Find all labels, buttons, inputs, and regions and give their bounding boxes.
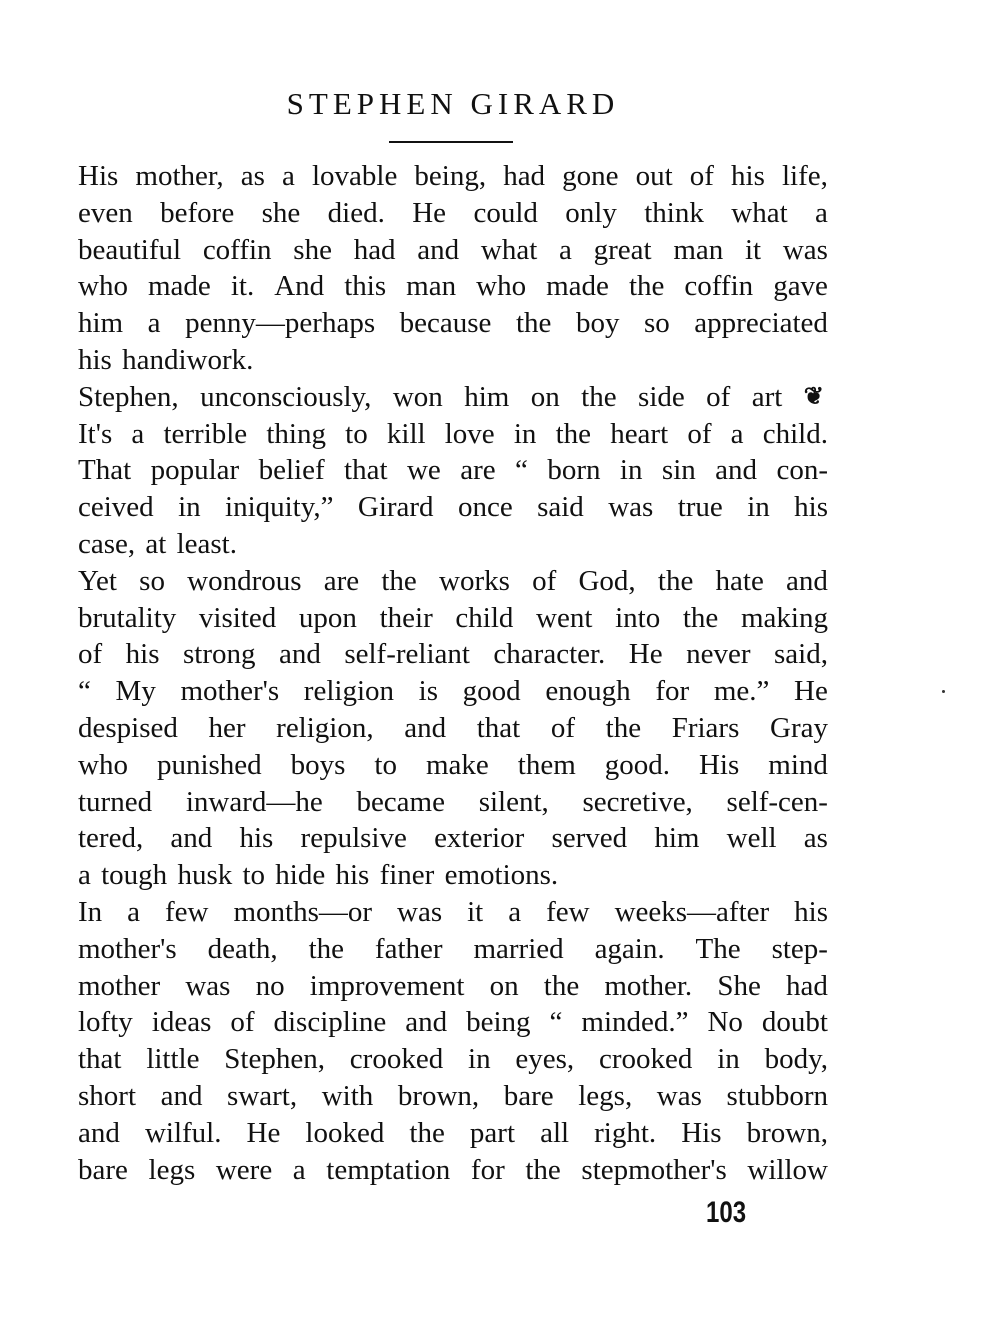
word: That (78, 454, 132, 487)
word: life, (781, 160, 828, 192)
text-line (78, 305, 828, 342)
word: child. (762, 417, 828, 450)
word: and (404, 711, 447, 744)
word: for (655, 675, 690, 708)
word: few (546, 895, 590, 928)
word: a (730, 417, 744, 450)
word: hate (715, 564, 764, 597)
word: that (344, 454, 388, 487)
word: “ (78, 675, 91, 708)
text-line (78, 379, 828, 416)
word: his (239, 822, 274, 855)
word: kill (386, 417, 426, 450)
text-line (78, 857, 828, 894)
word: a (127, 895, 141, 928)
word: a (292, 1153, 306, 1186)
word: bare (503, 1079, 554, 1112)
text-line (78, 820, 828, 857)
page-number: 103 (706, 1196, 747, 1229)
word: the (682, 601, 719, 634)
word: lovable (311, 160, 398, 192)
word: lofty (78, 1006, 133, 1039)
word: his (125, 638, 160, 671)
word: His (681, 1116, 722, 1149)
word: was (656, 1079, 702, 1112)
word: only (565, 196, 617, 229)
word: the (581, 380, 617, 413)
text-line (78, 784, 828, 821)
word: of (230, 1006, 255, 1039)
word: mother's (78, 932, 177, 965)
word: inward—he (185, 785, 323, 818)
word: went (536, 601, 593, 634)
text-line (78, 710, 828, 747)
word: “ (515, 454, 528, 487)
text-line (78, 747, 828, 784)
word: He (794, 675, 828, 708)
word: penny—perhaps (185, 307, 376, 340)
word: is (418, 675, 438, 708)
text-line (78, 1115, 828, 1152)
word: into (615, 601, 661, 634)
word: Yet (78, 564, 117, 597)
word: me.” (713, 675, 770, 708)
word: least. (176, 527, 237, 560)
word: body, (764, 1043, 828, 1076)
word: were (215, 1153, 273, 1186)
word: legs (148, 1153, 196, 1186)
word: doubt (761, 1006, 828, 1039)
word: finer (379, 859, 445, 892)
word: the (308, 932, 344, 965)
word: repulsive (300, 822, 407, 855)
word: appreciated (694, 307, 828, 340)
word: in (178, 491, 201, 524)
word: are (460, 454, 496, 487)
word: coffin (684, 270, 754, 303)
word: sin (661, 454, 696, 487)
word: belief (258, 454, 325, 487)
word: him (78, 307, 124, 340)
word: had (503, 160, 546, 192)
word: it (467, 895, 484, 928)
word: upon (298, 601, 357, 634)
word: In (78, 895, 103, 928)
word: a (281, 160, 295, 192)
word: as (803, 822, 828, 855)
word: was (397, 895, 443, 928)
word: his (78, 343, 123, 376)
word: Girard (357, 491, 434, 524)
word: that (78, 1043, 122, 1076)
word: secretive, (582, 785, 693, 818)
word: Stephen, (224, 1043, 325, 1076)
word: swart, (227, 1079, 298, 1112)
word: of (689, 160, 714, 192)
text-line (78, 526, 828, 563)
word: in (468, 1043, 491, 1076)
text-line (78, 1004, 828, 1041)
text-line (78, 342, 828, 379)
word: no (255, 969, 285, 1002)
word: emotions. (444, 859, 559, 892)
header-rule (389, 141, 513, 143)
word: self-reliant (344, 638, 470, 671)
word: and (405, 1006, 448, 1039)
running-head: STEPHEN GIRARD (286, 86, 620, 121)
word: bare (78, 1153, 128, 1186)
word: character. (493, 638, 606, 671)
word: crooked (349, 1043, 444, 1076)
word: was (185, 969, 231, 1002)
word: right. (594, 1116, 657, 1149)
word: the (525, 1153, 561, 1186)
word: to (374, 748, 397, 781)
word: weeks—after (614, 895, 770, 928)
word: the (657, 564, 694, 597)
word: again. (594, 932, 665, 965)
word: to (242, 859, 276, 892)
word: love (444, 417, 495, 450)
text-line (78, 1152, 828, 1189)
word: was (782, 233, 828, 266)
word: willow (747, 1153, 828, 1186)
word: self-cen- (726, 785, 828, 818)
word: crooked (598, 1043, 693, 1076)
word: religion, (276, 711, 374, 744)
word: case, (78, 527, 146, 560)
word: Stephen, (78, 380, 179, 413)
text-line (78, 636, 828, 673)
word: mind (768, 748, 828, 781)
word: eyes, (515, 1043, 575, 1076)
word: so (139, 564, 165, 597)
text-line (78, 489, 828, 526)
word: his (335, 859, 380, 892)
word: and (170, 822, 213, 855)
word: short (78, 1079, 136, 1112)
word: the (605, 711, 642, 744)
word: to (345, 417, 368, 450)
word: despised (78, 711, 178, 744)
word: became (356, 785, 445, 818)
word: ideas (151, 1006, 212, 1039)
word: and (278, 638, 321, 671)
word: a (147, 307, 161, 340)
word: temptation (326, 1153, 451, 1186)
word: him (464, 380, 510, 413)
word: of (706, 380, 731, 413)
word: handiwork. (122, 343, 254, 376)
word: in (513, 417, 537, 450)
word: He (246, 1116, 281, 1149)
word: a (131, 417, 145, 450)
word: thing (266, 417, 326, 450)
word: husk (177, 859, 243, 892)
word: brutality (78, 601, 177, 634)
word: She (717, 969, 761, 1002)
word: who (78, 748, 128, 781)
word: the (409, 1116, 445, 1149)
word: punished (156, 748, 262, 781)
word: improvement (309, 969, 465, 1002)
word: him (654, 822, 700, 855)
word: what (731, 196, 788, 229)
word: of (532, 564, 557, 597)
text-line (78, 968, 828, 1005)
word: great (593, 233, 652, 266)
word: the (381, 564, 417, 597)
word: the (628, 270, 665, 303)
word: once (457, 491, 513, 524)
word: that (476, 711, 521, 744)
word: He (628, 638, 663, 671)
word: for (470, 1153, 505, 1186)
word: legs, (578, 1079, 633, 1112)
word: the (543, 969, 580, 1002)
word: Friars (671, 711, 740, 744)
word: The (695, 932, 741, 965)
word: gone (562, 160, 619, 192)
word: died. (327, 196, 385, 229)
word: this (344, 270, 387, 303)
word: it. (230, 270, 255, 303)
word: who (476, 270, 527, 303)
word: gave (773, 270, 828, 303)
word: boys (290, 748, 346, 781)
word: mother's (180, 675, 280, 708)
word: God, (578, 564, 636, 597)
word: coffin (202, 233, 272, 266)
word: true (677, 491, 723, 524)
word: turned (78, 785, 153, 818)
word: a (78, 859, 102, 892)
word: and (417, 233, 460, 266)
body-text (78, 158, 828, 1188)
word: she (293, 233, 332, 266)
word: had (786, 969, 828, 1002)
word: could (473, 196, 538, 229)
word: tered, (78, 822, 144, 855)
word: No (707, 1006, 743, 1039)
word: served (551, 822, 628, 855)
word: and (160, 1079, 203, 1112)
word: father (374, 932, 443, 965)
word: think (644, 196, 704, 229)
word: popular (150, 454, 240, 487)
word: of (550, 711, 576, 744)
word: and (786, 564, 828, 597)
word: all (540, 1116, 570, 1149)
word: unconsciously, (200, 380, 372, 413)
word: before (160, 196, 235, 229)
word: man (673, 233, 724, 266)
word: who (78, 270, 128, 303)
text-line (78, 894, 828, 931)
word: discipline (273, 1006, 387, 1039)
word: made (546, 270, 609, 303)
text-line (78, 673, 828, 710)
word: minded.” (581, 1006, 689, 1039)
word: being (466, 1006, 531, 1039)
word: and (715, 454, 758, 487)
word: side (638, 380, 685, 413)
word: out (635, 160, 673, 192)
word: we (406, 454, 441, 487)
word: what (480, 233, 538, 266)
word: wilful. (144, 1116, 222, 1149)
word: their (379, 601, 433, 634)
word: in (747, 491, 770, 524)
word: good. (604, 748, 670, 781)
word: months—or (233, 895, 373, 928)
word: never (686, 638, 751, 671)
word: religion (303, 675, 394, 708)
word: And (274, 270, 325, 303)
word: so (643, 307, 670, 340)
word: make (425, 748, 489, 781)
word: it (745, 233, 762, 266)
text-line (78, 452, 828, 489)
word: iniquity,” (225, 491, 334, 524)
word: mother. (604, 969, 693, 1002)
word: won (392, 380, 443, 413)
text-line (78, 195, 828, 232)
word: heart (610, 417, 669, 450)
word: few (165, 895, 209, 928)
word: exterior (434, 822, 525, 855)
word: little (146, 1043, 200, 1076)
word: “ (549, 1006, 563, 1039)
word: good (462, 675, 521, 708)
word: man (406, 270, 457, 303)
word: at (145, 527, 177, 560)
word: in (717, 1043, 740, 1076)
word: My (115, 675, 156, 708)
word: born (547, 454, 601, 487)
word: the (555, 417, 592, 450)
word: on (489, 969, 519, 1002)
word: beautiful (78, 233, 182, 266)
word: brown, (397, 1079, 480, 1112)
text-line (78, 1078, 828, 1115)
word: his (731, 160, 765, 192)
word: stubborn (726, 1079, 828, 1112)
word: said, (774, 638, 828, 671)
text-line (78, 1041, 828, 1078)
word: a (508, 895, 522, 928)
word: as (240, 160, 265, 192)
word: It's (78, 417, 113, 450)
word: made (147, 270, 211, 303)
word: mother, (135, 160, 224, 192)
word: a (559, 233, 572, 266)
word: enough (545, 675, 631, 708)
word: silent, (478, 785, 549, 818)
word: wondrous (187, 564, 302, 597)
ornament-icon: ❦ (803, 383, 824, 410)
word: in (619, 454, 643, 487)
word: ceived (78, 491, 154, 524)
word: hide (275, 859, 336, 892)
word: works (439, 564, 510, 597)
word: even (78, 196, 133, 229)
text-line (78, 416, 828, 453)
word: she (261, 196, 301, 229)
word: a (815, 196, 828, 229)
word: the (515, 307, 552, 340)
word: con- (776, 454, 828, 487)
word: His (698, 748, 740, 781)
word: mother (78, 969, 161, 1002)
text-line (78, 232, 828, 269)
word: part (469, 1116, 516, 1149)
word: his (794, 491, 828, 524)
word: on (530, 380, 560, 413)
word: of (687, 417, 712, 450)
word: looked (305, 1116, 385, 1149)
word: because (399, 307, 492, 340)
word: visited (198, 601, 277, 634)
text-line (78, 563, 828, 600)
word: being, (414, 160, 487, 192)
word: child (455, 601, 514, 634)
word: death, (207, 932, 278, 965)
word: brown, (746, 1116, 828, 1149)
word: art (751, 380, 783, 413)
word: was (608, 491, 654, 524)
word: strong (182, 638, 256, 671)
word: are (323, 564, 360, 597)
scan-speck (942, 690, 945, 693)
word: had (353, 233, 396, 266)
word: making (740, 601, 828, 634)
text-line (78, 931, 828, 968)
word: them (517, 748, 576, 781)
word: said (537, 491, 584, 524)
word: boy (575, 307, 620, 340)
text-line (78, 158, 828, 195)
word: well (726, 822, 777, 855)
word: his (794, 895, 828, 928)
word: stepmother's (581, 1153, 727, 1186)
word: tough (101, 859, 178, 892)
word: and (78, 1116, 120, 1149)
word: with (321, 1079, 374, 1112)
word: her (208, 711, 246, 744)
word: He (412, 196, 447, 229)
word: of (78, 638, 103, 671)
word: terrible (163, 417, 248, 450)
word: His (78, 160, 119, 192)
word: step- (771, 932, 828, 965)
text-line (78, 268, 828, 305)
text-line (78, 600, 828, 637)
word: married (473, 932, 564, 965)
word: Gray (770, 711, 828, 744)
